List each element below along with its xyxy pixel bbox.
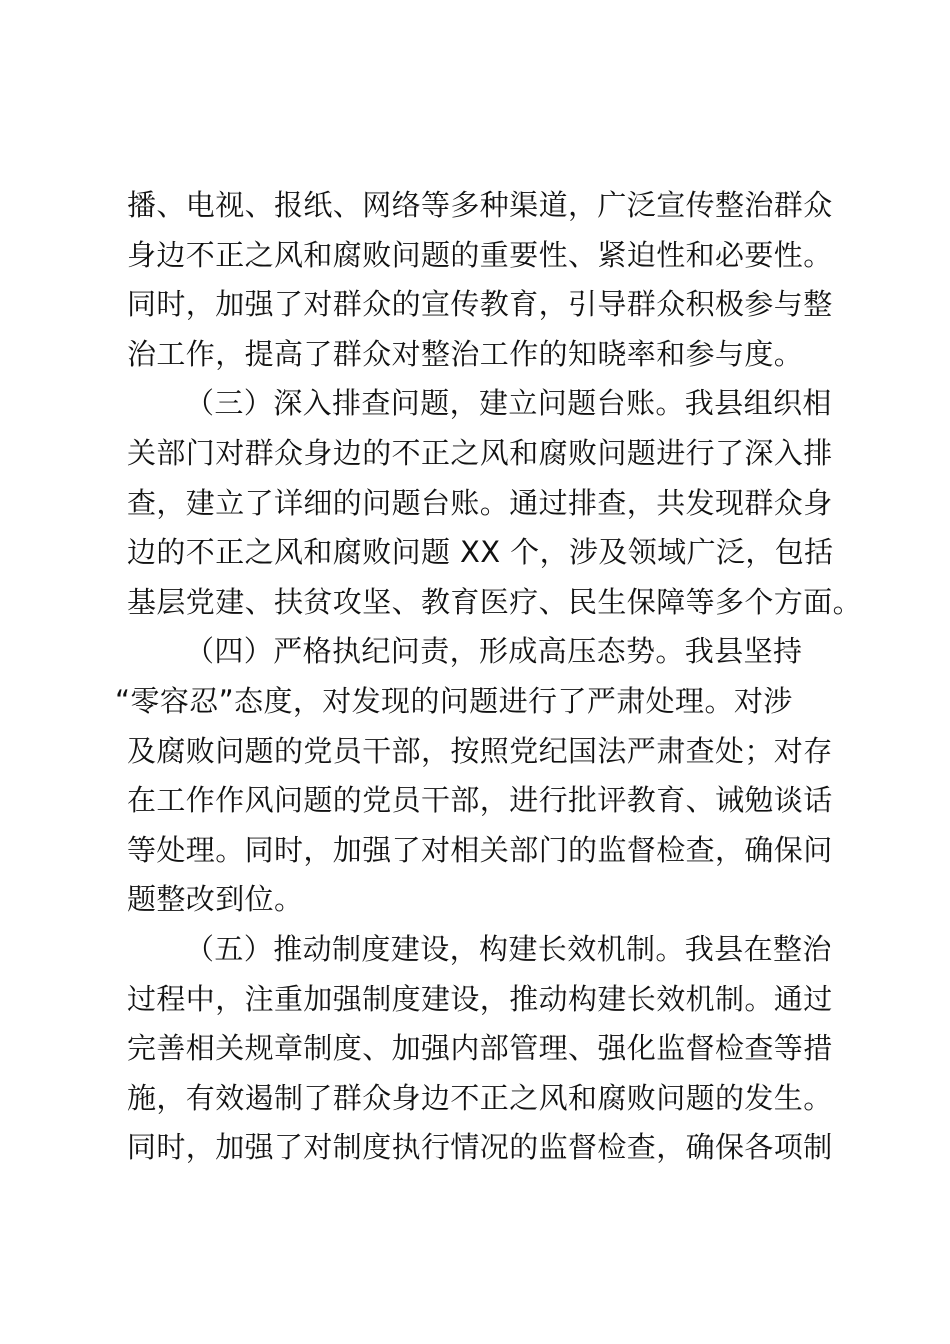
text-line: 查，建立了详细的问题台账。通过排查，共发现群众身	[127, 485, 833, 520]
text-line: 关部门对群众身边的不正之风和腐败问题进行了深入排	[127, 435, 833, 470]
text-line: 及腐败问题的党员干部，按照党纪国法严肃查处；对存	[127, 733, 833, 768]
text-line: 等处理。同时，加强了对相关部门的监督检查，确保问	[127, 832, 833, 867]
text-line: 在工作作风问题的党员干部，进行批评教育、诫勉谈话	[127, 783, 833, 818]
text-line: 播、电视、报纸、网络等多种渠道，广泛宣传整治群众	[127, 188, 833, 222]
section-heading-line: （三）深入排查问题，建立问题台账。我县组织相	[185, 386, 832, 421]
text-line: 过程中，注重加强制度建设，推动构建长效机制。通过	[127, 981, 833, 1016]
text-line: 身边不正之风和腐败问题的重要性、紧迫性和必要性。	[127, 237, 833, 272]
text-line: 边的不正之风和腐败问题 XX 个，涉及领域广泛，包括	[127, 535, 834, 570]
text-line: 同时，加强了对群众的宣传教育，引导群众积极参与整	[127, 287, 833, 322]
text-line: 完善相关规章制度、加强内部管理、强化监督检查等措	[127, 1031, 833, 1066]
section-heading-line: （五）推动制度建设，构建长效机制。我县在整治	[185, 931, 832, 966]
text-line: 治工作，提高了群众对整治工作的知晓率和参与度。	[127, 336, 804, 371]
text-line: 施，有效遏制了群众身边不正之风和腐败问题的发生。	[127, 1080, 833, 1115]
document-body	[115, 181, 863, 1173]
text-line: 基层党建、扶贫攻坚、教育医疗、民生保障等多个方面。	[127, 584, 863, 619]
text-line: 同时，加强了对制度执行情况的监督检查，确保各项制	[127, 1130, 833, 1165]
section-heading-line: （四）严格执纪问责，形成高压态势。我县坚持	[185, 634, 803, 669]
text-line: 题整改到位。	[127, 882, 304, 917]
text-line: “零容忍”态度，对发现的问题进行了严肃处理。对涉	[115, 683, 793, 718]
